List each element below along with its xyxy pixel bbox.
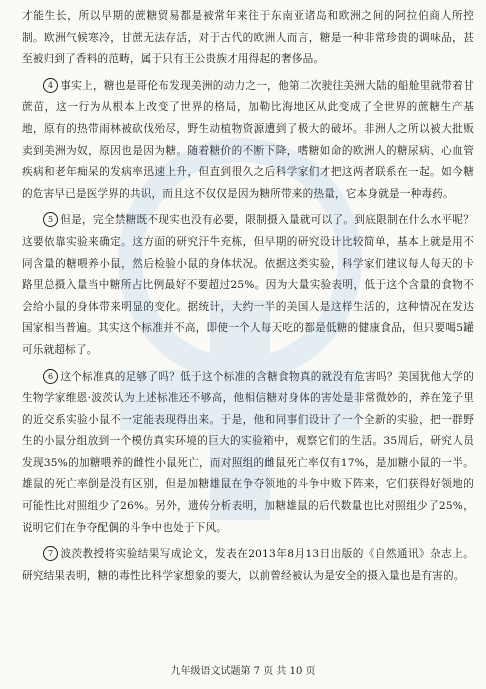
- paragraph-number: 7: [43, 546, 58, 561]
- paragraph-number: 4: [43, 78, 58, 93]
- paragraph-text: 这个标准真的足够了吗？低于这个标准的含糖食物真的就没有危害吗？美国犹他大学的生物学家维恩·波茨认为上述标准还不够高，他相信糖对身体的害处是非常微妙的，养在笼子里的近交系实验小鼠不一定能表现得出来。于是，他和同事们设计了一个全新的实验，把一群野生的小鼠分组放到一个模仿真实环境的巨大的实验箱中，观察它们的生活。35周后，研究人员发现35%的加糖喂养的雌性小鼠死亡，而对照组的雌鼠死亡率仅有17%，是加糖小鼠的一半。雄鼠的死亡率倒是没有区别，但是加糖雄鼠在争夺领地的斗争中败下阵来，它们获得好领地的可能性比对照组少了26%。另外，遗传分析表明，加糖雄鼠的后代数量也比对照组少了25%，说明它们在争夺配偶的斗争中也处于下风。: [22, 370, 474, 534]
- paragraph-text: 才能生长，所以早期的蔗糖贸易都是被常年来往于东南亚诸岛和欧洲之间的阿拉伯商人所控制。欧洲气候寒冷，甘蔗无法存活，对于古代的欧洲人而言，糖是一种非常珍贵的调味品，甚至被归到了香料的范畴，属于只有王公贵族才用得起的奢侈品。: [22, 10, 474, 66]
- page-footer: 九年级语文试题第 7 页 共 10 页: [170, 666, 316, 677]
- paragraph-continuation: [22, 6, 474, 71]
- paragraph-5: [22, 210, 474, 361]
- paragraph-text: 波茨教授将实验结果写成论文，发表在2013年8月13日出版的《自然通讯》杂志上。研究结果表明，糖的毒性比科学家想象的要大，以前曾经被认为是安全的摄入量也是有害的。: [22, 548, 474, 582]
- paragraph-7: [22, 544, 474, 587]
- paragraph-number: 5: [43, 212, 58, 227]
- paragraph-text: 事实上，糖也是哥伦布发现美洲的动力之一，他第二次驶往美洲大陆的船舱里就带着甘蔗苗，这一行为从根本上改变了世界的格局，加勒比海地区从此变成了全世界的蔗糖生产基地，原有的热带雨林被砍伐殆尽，野生动植物资源遭到了极大的破坏。非洲人之所以被大批贩卖到美洲为奴，原因也是因为糖。随着糖价的不断下降，嗜糖如命的欧洲人的糖尿病、心血管疾病和老年痴呆的发病率迅速上升，但直到很久之后科学家们才把这两者联系在一起。如今糖的危害早已是医学界的共识，而且这不仅仅是因为糖所带来的热量，它本身就是一种毒药。: [22, 79, 474, 200]
- paragraph-6: [22, 367, 474, 540]
- paragraph-4: [22, 76, 474, 206]
- paragraph-number: 6: [43, 369, 58, 384]
- paragraph-text: 但是，完全禁糖既不现实也没有必要，限制摄入量就可以了。到底限制在什么水平呢？这要依靠实验来确定。这方面的研究汗牛充栋，但早期的研究设计比较简单，基本上就是用不同含量的糖喂养小鼠，然后检验小鼠的身体状况。依据这类实验，科学家们建议每人每天的卡路里总摄入量当中糖所占比例最好不要超过25%。因为大量实验表明，低于这个含量的食物不会给小鼠的身体带来明显的变化。据统计，大约一半的美国人是这样生活的，这种情况在发达国家相当普遍。其实这个标准并不高，即使一个人每天吃的都是低糖的健康食品，但只要喝5罐可乐就超标了。: [22, 214, 474, 356]
